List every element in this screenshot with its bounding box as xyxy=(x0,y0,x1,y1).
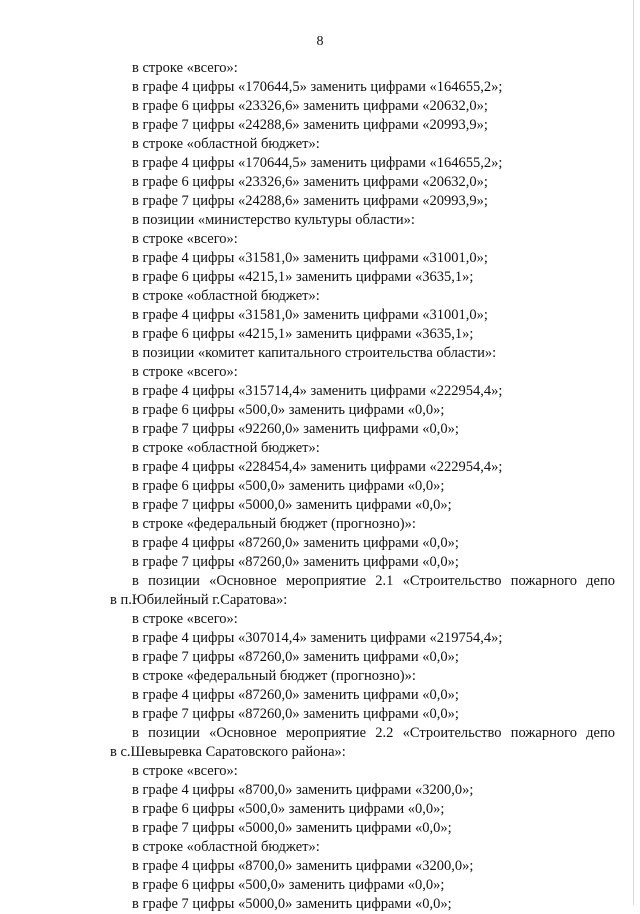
text-line: в позиции «Основное мероприятие 2.1 «Строительство пожарного депо xyxy=(132,573,615,589)
text-line: в графе 7 цифры «24288,6» заменить цифрами «20993,9»; xyxy=(132,117,488,133)
text-line: в строке «всего»: xyxy=(132,231,238,247)
text-line: в графе 4 цифры «307014,4» заменить цифрами «219754,4»; xyxy=(132,630,503,646)
text-line: в строке «всего»: xyxy=(132,364,238,380)
text-line: в графе 4 цифры «228454,4» заменить цифрами «222954,4»; xyxy=(132,459,503,475)
text-line: в графе 7 цифры «87260,0» заменить цифрами «0,0»; xyxy=(132,649,459,665)
text-line: в графе 6 цифры «23326,6» заменить цифрами «20632,0»; xyxy=(132,98,488,114)
text-line: в строке «областной бюджет»: xyxy=(132,288,320,304)
text-line: в строке «областной бюджет»: xyxy=(132,440,320,456)
text-line: в строке «федеральный бюджет (прогнозно)»: xyxy=(132,516,416,532)
text-line: в графе 4 цифры «170644,5» заменить цифрами «164655,2»; xyxy=(132,79,503,95)
text-line: в графе 4 цифры «31581,0» заменить цифрами «31001,0»; xyxy=(132,307,488,323)
text-line: в графе 4 цифры «31581,0» заменить цифрами «31001,0»; xyxy=(132,250,488,266)
text-line: в строке «всего»: xyxy=(132,763,238,779)
text-line: в строке «всего»: xyxy=(132,60,238,76)
text-line: в строке «федеральный бюджет (прогнозно)»: xyxy=(132,668,416,684)
text-line: в графе 6 цифры «500,0» заменить цифрами «0,0»; xyxy=(132,478,445,494)
text-line: в графе 4 цифры «87260,0» заменить цифрами «0,0»; xyxy=(132,535,459,551)
text-line: в графе 6 цифры «500,0» заменить цифрами «0,0»; xyxy=(132,877,445,893)
text-line: в графе 6 цифры «500,0» заменить цифрами «0,0»; xyxy=(132,402,445,418)
text-line: в позиции «комитет капитального строительства области»: xyxy=(132,345,497,361)
text-line: в строке «всего»: xyxy=(132,611,238,627)
text-line: в графе 7 цифры «5000,0» заменить цифрами «0,0»; xyxy=(132,820,452,836)
text-line: в графе 4 цифры «8700,0» заменить цифрами «3200,0»; xyxy=(132,858,474,874)
text-line: в графе 4 цифры «170644,5» заменить цифрами «164655,2»; xyxy=(132,155,503,171)
text-line: в позиции «Основное мероприятие 2.2 «Строительство пожарного депо xyxy=(132,725,615,741)
text-line: в позиции «министерство культуры области»: xyxy=(132,212,415,228)
page-edge xyxy=(633,0,634,905)
text-line: в п.Юбилейный г.Саратова»: xyxy=(110,592,288,608)
text-line: в строке «областной бюджет»: xyxy=(132,839,320,855)
text-line: в строке «областной бюджет»: xyxy=(132,136,320,152)
text-line: в графе 7 цифры «5000,0» заменить цифрами «0,0»; xyxy=(132,896,452,912)
text-line: в графе 6 цифры «4215,1» заменить цифрами «3635,1»; xyxy=(132,269,474,285)
document-body xyxy=(110,59,615,914)
text-line: в графе 4 цифры «87260,0» заменить цифрами «0,0»; xyxy=(132,687,459,703)
text-line: в графе 6 цифры «4215,1» заменить цифрами «3635,1»; xyxy=(132,326,474,342)
text-line: в графе 7 цифры «87260,0» заменить цифрами «0,0»; xyxy=(132,706,459,722)
text-line: в с.Шевыревка Саратовского района»: xyxy=(110,744,346,760)
page-number: 8 xyxy=(316,34,324,49)
text-line: в графе 7 цифры «87260,0» заменить цифрами «0,0»; xyxy=(132,554,459,570)
text-line: в графе 4 цифры «315714,4» заменить цифрами «222954,4»; xyxy=(132,383,503,399)
text-line: в графе 6 цифры «500,0» заменить цифрами «0,0»; xyxy=(132,801,445,817)
text-line: в графе 7 цифры «92260,0» заменить цифрами «0,0»; xyxy=(132,421,459,437)
text-line: в графе 6 цифры «23326,6» заменить цифрами «20632,0»; xyxy=(132,174,488,190)
text-line: в графе 7 цифры «5000,0» заменить цифрами «0,0»; xyxy=(132,497,452,513)
text-line: в графе 7 цифры «24288,6» заменить цифрами «20993,9»; xyxy=(132,193,488,209)
text-line: в графе 4 цифры «8700,0» заменить цифрами «3200,0»; xyxy=(132,782,474,798)
